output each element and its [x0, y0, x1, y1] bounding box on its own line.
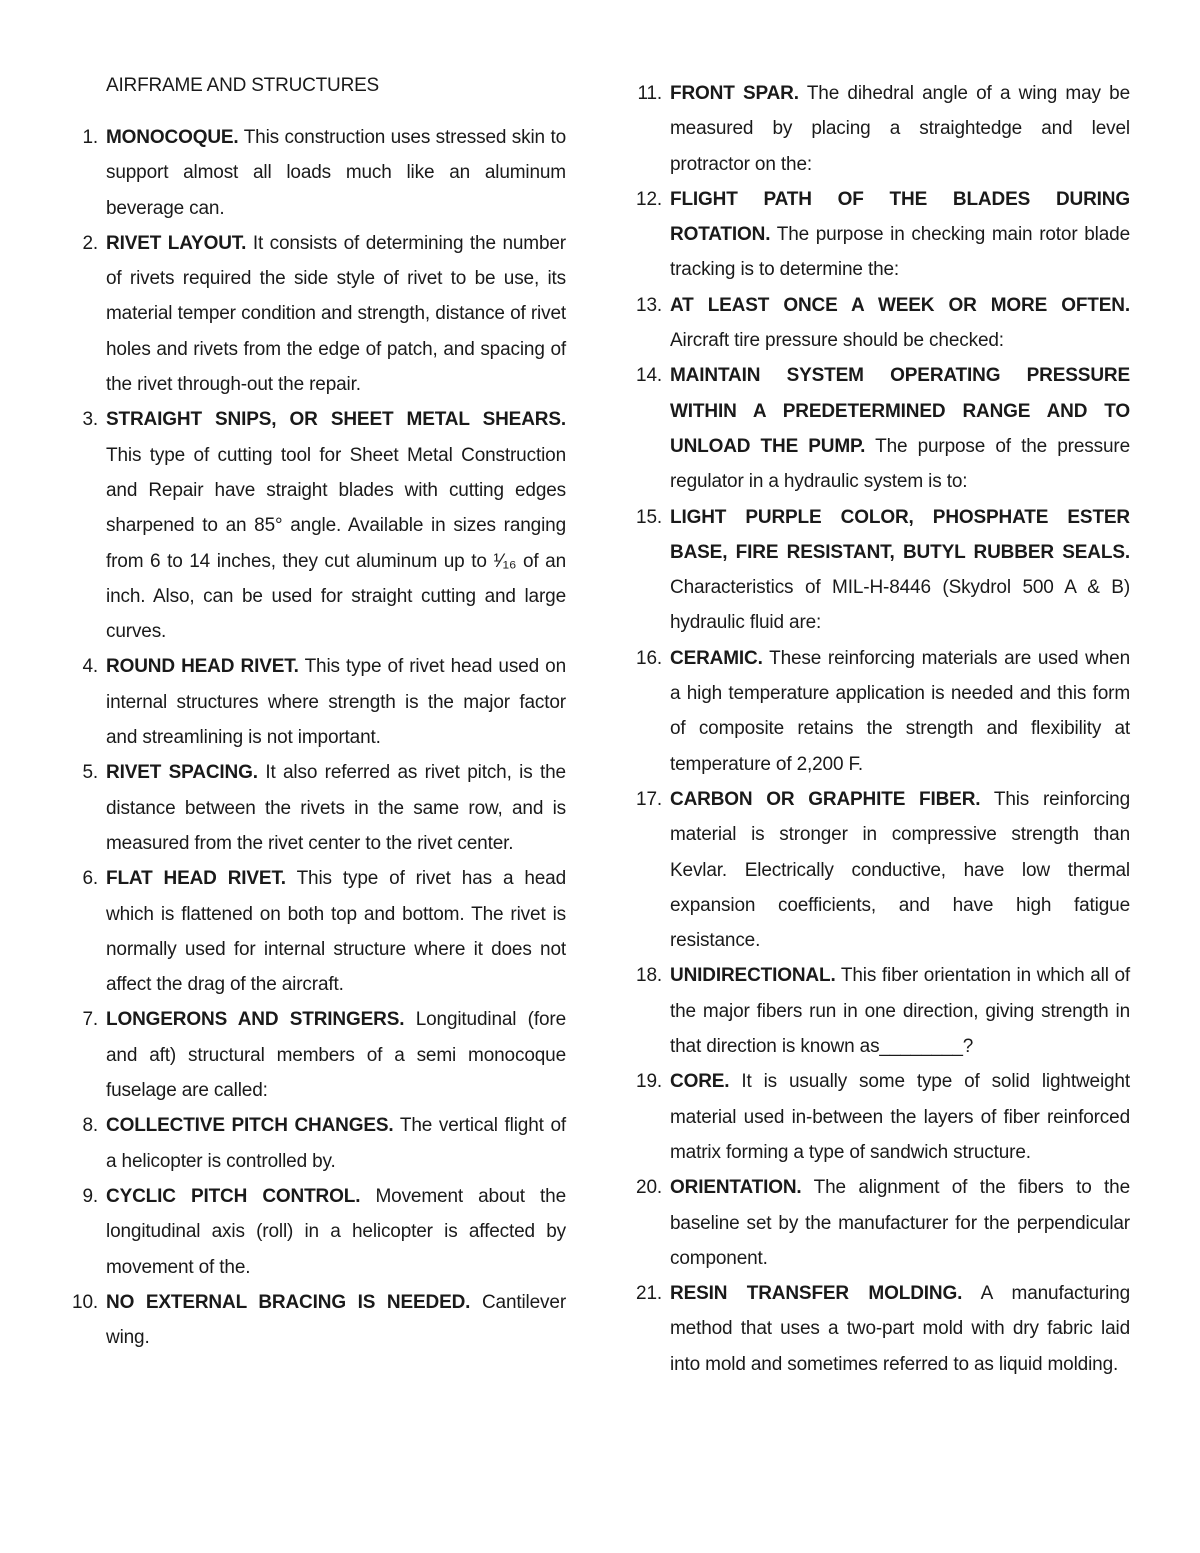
list-item: [66, 1108, 566, 1179]
list-item: [66, 649, 566, 755]
item-description: This type of rivet has a head which is flattened on both top and bottom. The rivet is normally used for internal structure where it does not affect the drag of the aircraft.: [106, 868, 567, 996]
item-answer-term: NO EXTERNAL BRACING IS NEEDED.: [106, 1291, 471, 1313]
item-number: 2.: [82, 232, 98, 254]
item-answer-term: CERAMIC.: [670, 647, 763, 669]
item-number: 14.: [636, 365, 662, 387]
list-item: [630, 782, 1130, 958]
item-number: 1.: [82, 127, 98, 148]
list-item: [630, 1170, 1130, 1276]
item-description: This fiber orientation in which all of the major fibers run in one direction, giving strength in that direction is known as________?: [670, 965, 1130, 1058]
list-item: [66, 402, 566, 649]
list-item: [630, 288, 1130, 359]
item-number: 7.: [82, 1009, 98, 1031]
left-question-list: [66, 120, 566, 1355]
item-number: 10.: [72, 1291, 98, 1313]
item-description: Cantilever wing.: [106, 1291, 566, 1349]
list-item: [630, 1276, 1130, 1382]
item-number: 9.: [82, 1185, 98, 1207]
item-description: The alignment of the fibers to the baseline set by the manufacturer for the perpendicular component.: [670, 1177, 1130, 1269]
right-question-list: [630, 76, 1130, 1382]
item-answer-term: UNIDIRECTIONAL.: [670, 965, 836, 987]
list-item: [66, 861, 566, 1002]
item-answer-term: AT LEAST ONCE A WEEK OR MORE OFTEN.: [670, 294, 1130, 316]
item-number: 4.: [82, 656, 98, 678]
item-number: 18.: [636, 965, 662, 987]
item-description: Aircraft tire pressure should be checked:: [670, 330, 1004, 352]
item-number: 13.: [636, 294, 662, 316]
item-description: The dihedral angle of a wing may be measured by placing a straightedge and level protractor on the:: [670, 83, 1131, 175]
list-item: [630, 641, 1130, 782]
item-description: This type of cutting tool for Sheet Metal Construction and Repair have straight blades with cutting edges sharpened to an 85° angle. Available in sizes ranging from 6 to 14 inches, they cut aluminum up to ¹⁄₁₆ of an inch. Also, can be used for straight cutting and large curves.: [106, 444, 566, 643]
item-number: 3.: [82, 409, 98, 431]
list-item: [66, 755, 566, 861]
list-item: [66, 1002, 566, 1108]
list-item: [66, 120, 566, 226]
item-description: This type of rivet head used on internal structures where strength is the major factor and streamlining is not important.: [106, 656, 567, 749]
item-number: 21.: [636, 1283, 662, 1305]
item-description: Longitudinal (fore and aft) structural members of a semi monocoque fuselage are called:: [106, 1009, 566, 1102]
list-item: [630, 76, 1130, 182]
item-description: It also referred as rivet pitch, is the distance between the rivets in the same row, and is measured from the rivet center to the rivet center.: [106, 762, 566, 854]
list-item: [630, 1064, 1130, 1170]
list-item: [630, 500, 1130, 641]
list-item: [66, 226, 566, 402]
item-description: Characteristics of MIL-H-8446 (Skydrol 500 A & B) hydraulic fluid are:: [670, 577, 1130, 634]
item-description: This construction uses stressed skin to support almost all loads much like an aluminum beverage can.: [106, 127, 566, 219]
item-description: The purpose of the pressure regulator in a hydraulic system is to:: [670, 435, 1130, 493]
item-description: It is usually some type of solid lightweight material used in-between the layers of fiber reinforced matrix forming a type of sandwich structure.: [670, 1071, 1130, 1163]
item-number: 16.: [636, 647, 662, 669]
list-item: [66, 1285, 566, 1356]
item-number: 20.: [636, 1177, 662, 1199]
item-number: 5.: [82, 762, 98, 784]
item-description: Movement about the longitudinal axis (roll) in a helicopter is affected by movement of the.: [106, 1185, 566, 1278]
list-item: [66, 1179, 566, 1285]
list-item: [630, 958, 1130, 1064]
list-item: [630, 182, 1130, 288]
item-answer-term: ORIENTATION.: [670, 1177, 802, 1199]
item-answer-term: ROUND HEAD RIVET.: [106, 656, 299, 678]
list-item: [630, 358, 1130, 499]
item-answer-term: FLAT HEAD RIVET.: [106, 868, 286, 890]
page-title: AIRFRAME AND STRUCTURES: [106, 75, 380, 96]
item-description: A manufacturing method that uses a two-part mold with dry fabric laid into mold and sometimes referred to as liquid molding.: [670, 1283, 1130, 1375]
item-description: These reinforcing materials are used when a high temperature application is needed and this form of composite retains the strength and flexibility at temperature of 2,200 F.: [670, 647, 1130, 775]
item-answer-term: RESIN TRANSFER MOLDING.: [670, 1283, 963, 1305]
item-answer-term: RIVET SPACING.: [106, 762, 258, 784]
item-answer-term: COLLECTIVE PITCH CHANGES.: [106, 1115, 394, 1137]
item-answer-term: RIVET LAYOUT.: [106, 232, 247, 254]
item-number: 8.: [82, 1115, 98, 1137]
item-answer-term: FLIGHT PATH OF THE BLADES DURING ROTATION.: [670, 188, 1130, 246]
item-number: 19.: [636, 1071, 662, 1093]
item-answer-term: MAINTAIN SYSTEM OPERATING PRESSURE WITHIN A PREDETERMINED RANGE AND TO UNLOAD THE PUMP.: [670, 365, 1130, 457]
item-answer-term: LONGERONS AND STRINGERS.: [106, 1009, 405, 1031]
item-description: The vertical flight of a helicopter is controlled by.: [106, 1115, 566, 1172]
item-answer-term: CORE.: [670, 1071, 730, 1093]
item-number: 11.: [637, 83, 662, 104]
item-answer-term: FRONT SPAR.: [670, 83, 799, 104]
item-description: This reinforcing material is stronger in compressive strength than Kevlar. Electrically conductive, have low thermal expansion coefficients, and have high fatigue resistance.: [670, 788, 1130, 952]
item-answer-term: CYCLIC PITCH CONTROL.: [106, 1185, 361, 1207]
item-number: 6.: [82, 868, 98, 890]
item-answer-term: STRAIGHT SNIPS, OR SHEET METAL SHEARS.: [106, 409, 566, 431]
item-answer-term: CARBON OR GRAPHITE FIBER.: [670, 788, 981, 810]
item-number: 17.: [636, 788, 662, 810]
item-description: It consists of determining the number of rivets required the side style of rivet to be use, its material temper condition and strength, distance of rivet holes and rivets from the edge of patch, and spacing of the rivet through-out the repair.: [106, 232, 566, 396]
item-number: 12.: [636, 188, 662, 210]
item-description: The purpose in checking main rotor blade tracking is to determine the:: [670, 224, 1130, 281]
item-number: 15.: [636, 506, 662, 528]
item-answer-term: MONOCOQUE.: [106, 127, 239, 148]
item-answer-term: LIGHT PURPLE COLOR, PHOSPHATE ESTER BASE, FIRE RESISTANT, BUTYL RUBBER SEALS.: [670, 506, 1130, 563]
